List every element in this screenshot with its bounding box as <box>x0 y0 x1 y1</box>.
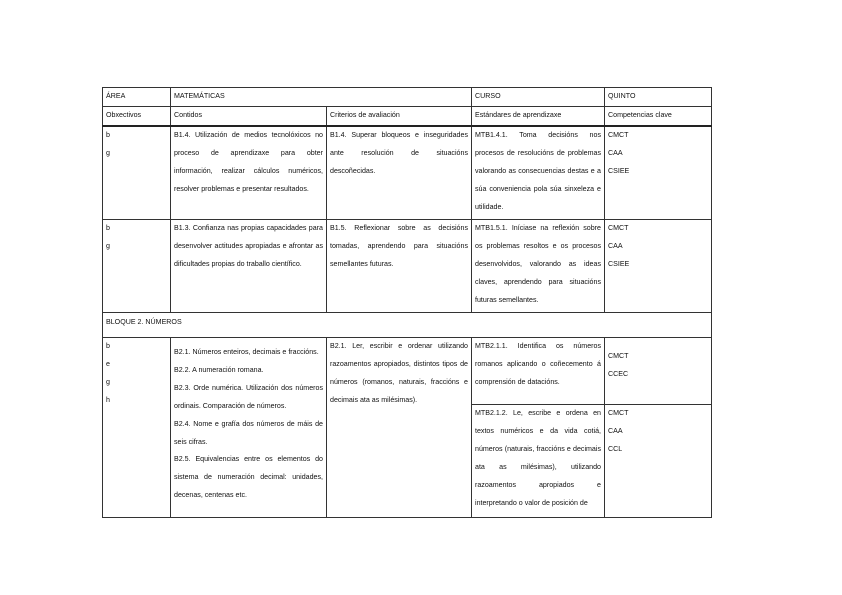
col-competencias: Competencias clave <box>605 107 712 127</box>
competencia: CAA <box>608 148 623 157</box>
area-value: MATEMÁTICAS <box>171 88 472 107</box>
contidos-cell: B1.4. Utilización de medios tecnolóxicos no proceso de aprendizaxe para obter información, realizar cálculos numéricos, resolver problemas e presentar resultados. <box>171 126 327 220</box>
section-row <box>103 313 712 338</box>
obxectivo: b <box>106 131 110 139</box>
competencia: CMCT <box>608 131 629 139</box>
column-header-row <box>103 107 712 127</box>
obxectivos-cell <box>103 338 171 518</box>
criterios-cell: B2.1. Ler, escribir e ordenar utilizando razoamentos apropiados, distintos tipos de números (romanos, naturais, fraccións e decimais ata as milésimas). <box>327 338 472 518</box>
curso-value: QUINTO <box>605 88 712 107</box>
obxectivo: g <box>106 241 110 250</box>
obxectivo: g <box>106 377 110 386</box>
competencia: CSIEE <box>608 166 630 175</box>
contido-item: B2.4. Nome e grafía dos números de máis de seis cifras. <box>174 419 323 446</box>
obxectivo: b <box>106 342 110 350</box>
table-row <box>103 338 712 405</box>
area-label: ÁREA <box>103 88 171 107</box>
contido-item: B2.2. A numeración romana. <box>174 365 264 374</box>
estandares-cell: MTB2.1.1. Identifica os números romanos aplicando o coñecemento á comprensión de datacións. <box>472 338 605 405</box>
competencias-cell <box>605 126 712 220</box>
competencias-cell <box>605 405 712 518</box>
curriculum-table <box>102 87 712 518</box>
estandares-cell: MTB1.5.1. Iníciase na reflexión sobre os problemas resoltos e os procesos desenvolvidos, valorando as ideas claves, aprendendo para situacións futuras semellantes. <box>472 220 605 313</box>
competencia: CSIEE <box>608 259 630 268</box>
competencia: CAA <box>608 426 623 435</box>
criterios-cell: B1.5. Reflexionar sobre as decisións tomadas, aprendendo para situacións semellantes futuras. <box>327 220 472 313</box>
competencia: CCEC <box>608 369 629 378</box>
competencia: CAA <box>608 241 623 250</box>
obxectivo: h <box>106 395 110 404</box>
obxectivo: b <box>106 224 110 232</box>
competencia: CMCT <box>608 352 629 360</box>
table-row <box>103 126 712 220</box>
obxectivo: g <box>106 148 110 157</box>
header-row <box>103 88 712 107</box>
obxectivo: e <box>106 359 110 368</box>
curso-label: CURSO <box>472 88 605 107</box>
contido-item: B2.5. Equivalencias entre os elementos do sistema de numeración decimal: unidades, decenas, centenas etc. <box>174 455 323 500</box>
col-contidos: Contidos <box>171 107 327 127</box>
col-criterios: Criterios de avaliación <box>327 107 472 127</box>
competencias-cell <box>605 220 712 313</box>
col-obxectivos: Obxectivos <box>103 107 171 127</box>
contidos-cell: B1.3. Confianza nas propias capacidades para desenvolver actitudes apropiadas e afrontar as dificultades propias do traballo científico. <box>171 220 327 313</box>
competencia: CMCT <box>608 409 629 417</box>
competencias-cell <box>605 338 712 405</box>
obxectivos-cell <box>103 220 171 313</box>
estandares-cell: MTB2.1.2. Le, escribe e ordena en textos numéricos e da vida cotiá, números (naturais, fraccións e decimais ata as milésimas), utilizando razoamentos apropiados e interpretando o valor de posición de <box>472 405 605 518</box>
table-row <box>103 220 712 313</box>
estandares-cell: MTB1.4.1. Toma decisións nos procesos de resolucións de problemas valorando as consecuencias destas e a súa conveniencia pola súa sinxeleza e utilidade. <box>472 126 605 220</box>
contidos-cell <box>171 338 327 518</box>
contido-item: B2.3. Orde numérica. Utilización dos números ordinais. Comparación de números. <box>174 383 323 410</box>
contido-item: B2.1. Números enteiros, decimais e fraccións. <box>174 348 319 356</box>
competencia: CMCT <box>608 224 629 232</box>
criterios-cell: B1.4. Superar bloqueos e inseguridades ante resolución de situacións descoñecidas. <box>327 126 472 220</box>
obxectivos-cell <box>103 126 171 220</box>
col-estandares: Estándares de aprendizaxe <box>472 107 605 127</box>
section-title: BLOQUE 2. NÚMEROS <box>103 313 712 338</box>
competencia: CCL <box>608 444 623 453</box>
